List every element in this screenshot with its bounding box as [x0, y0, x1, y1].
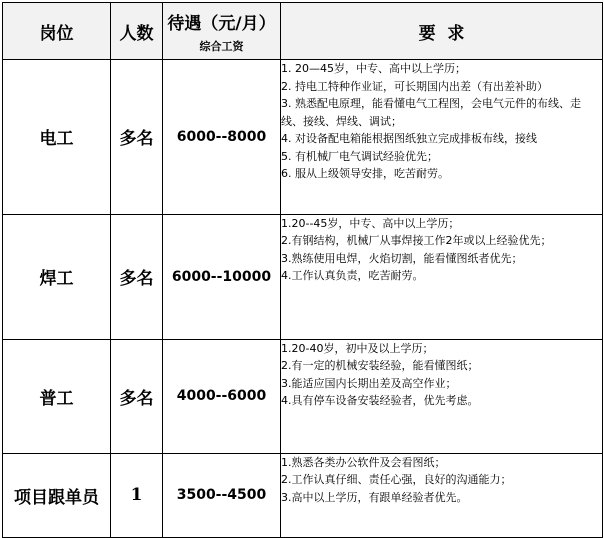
table-row — [3, 453, 603, 537]
job-name: 普工 — [3, 339, 111, 453]
requirement-item: 2.有钢结构，机械厂从事焊接工作2年或以上经验优先； — [281, 234, 552, 248]
table-row — [3, 214, 603, 339]
header-pay-note: 综合工资 — [199, 40, 244, 53]
requirement-item: 2. 持电工特种作业证，可长期国内出差（有出差补助） — [281, 79, 548, 93]
requirement-item: 4. 对设备配电箱能根据图纸独立完成排板布线，接线 — [281, 132, 537, 145]
header-requirements: 要 求 — [281, 3, 603, 60]
job-count: 多名 — [111, 339, 163, 453]
table-row — [3, 60, 603, 215]
requirement-item: 2.有一定的机械安装经验，能看懂图纸； — [281, 359, 479, 372]
job-salary: 6000--8000 — [163, 60, 281, 215]
requirement-item: 1. 20—45岁，中专、高中以上学历； — [281, 62, 466, 75]
job-requirements — [281, 339, 603, 453]
job-count: 多名 — [111, 60, 163, 215]
requirement-item: 2.工作认真仔细、责任心强，良好的沟通能力； — [281, 473, 512, 487]
requirement-item: 3.熟练使用电焊，火焰切割，能看懂图纸者优先； — [281, 251, 523, 265]
header-position: 岗位 — [3, 3, 111, 60]
requirement-item: 1.熟悉各类办公软件及会看图纸； — [281, 455, 446, 469]
requirement-item: 3.能适应国内长期出差及高空作业； — [281, 376, 457, 390]
header-count: 人数 — [111, 3, 163, 60]
job-count: 多名 — [111, 214, 163, 339]
job-name: 项目跟单员 — [3, 453, 111, 537]
requirement-item: 4.工作认真负责，吃苦耐劳。 — [281, 269, 424, 283]
header-row — [3, 3, 603, 60]
requirement-item: 5. 有机械厂电气调试经验优先； — [281, 149, 438, 163]
table-row — [3, 339, 603, 453]
job-salary: 6000--10000 — [163, 214, 281, 339]
requirement-item: 6. 服从上级领导安排，吃苦耐劳。 — [281, 167, 449, 180]
job-salary: 3500--4500 — [163, 453, 281, 537]
requirement-item: 3. 熟悉配电原理，能看懂电气工程图，会电气元件的布线、走线、接线、焊线、调试； — [281, 97, 581, 128]
job-requirements — [281, 60, 603, 215]
job-requirements — [281, 214, 603, 339]
requirement-item: 3.高中以上学历，有跟单经验者优先。 — [281, 490, 468, 504]
job-requirements — [281, 453, 603, 537]
header-pay-label: 待遇（元/月） — [167, 14, 276, 34]
requirement-item: 4.具有停车设备安装经验者，优先考虑。 — [281, 394, 479, 407]
job-table — [2, 2, 603, 538]
requirement-item: 1.20--45岁，中专、高中以上学历； — [281, 216, 460, 230]
requirement-item: 1.20-40岁，初中及以上学历； — [281, 341, 434, 355]
header-pay — [163, 3, 281, 60]
job-name: 焊工 — [3, 214, 111, 339]
job-count: 1 — [111, 453, 163, 537]
job-salary: 4000--6000 — [163, 339, 281, 453]
job-name: 电工 — [3, 60, 111, 215]
